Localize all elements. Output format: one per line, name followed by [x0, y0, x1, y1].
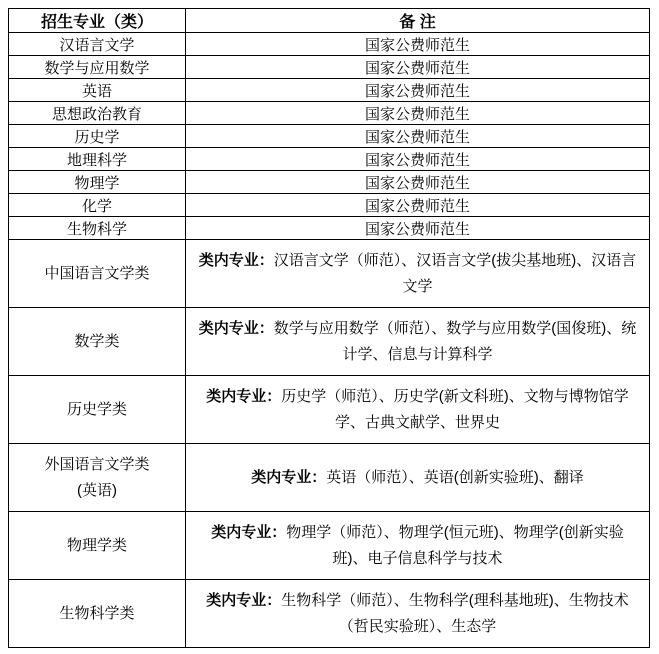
remark-majors-list: 汉语言文学（师范）、汉语言文学(拔尖基地班)、汉语言文学	[273, 251, 637, 295]
remark-label: 类内专业：	[198, 319, 274, 337]
remark-cell: 国家公费师范生	[186, 56, 650, 79]
table-row	[9, 33, 650, 56]
major-cell: 化学	[9, 194, 186, 217]
table-row-group	[9, 376, 650, 444]
remark-cell: 国家公费师范生	[186, 194, 650, 217]
major-cell	[9, 444, 186, 512]
table-row	[9, 102, 650, 125]
remark-label: 类内专业：	[206, 387, 282, 405]
remark-cell: 国家公费师范生	[186, 33, 650, 56]
major-cell: 思想政治教育	[9, 102, 186, 125]
remark-cell: 国家公费师范生	[186, 148, 650, 171]
table-row	[9, 125, 650, 148]
major-name: 数学类	[74, 332, 120, 350]
table-row-group	[9, 580, 650, 648]
remark-majors-list: 英语（师范）、英语(创新实验班)、翻译	[326, 468, 584, 486]
table-header-row	[9, 9, 650, 33]
table-row-group	[9, 444, 650, 512]
table-row-group	[9, 308, 650, 376]
major-name: 物理学类	[66, 536, 127, 554]
major-cell	[9, 580, 186, 648]
remark-cell	[186, 376, 650, 444]
remark-majors-list: 数学与应用数学（师范）、数学与应用数学(国俊班)、统计学、信息与计算科学	[273, 319, 637, 363]
remark-majors-list: 历史学（师范）、历史学(新文科班)、文物与博物馆学学、古典文献学、世界史	[281, 387, 629, 431]
remark-cell	[186, 512, 650, 580]
major-cell: 汉语言文学	[9, 33, 186, 56]
remark-cell	[186, 240, 650, 308]
major-cell: 生物科学	[9, 217, 186, 240]
table-row	[9, 79, 650, 102]
major-name: 历史学类	[66, 400, 127, 418]
remark-cell: 国家公费师范生	[186, 102, 650, 125]
major-cell	[9, 308, 186, 376]
major-cell: 物理学	[9, 171, 186, 194]
column-header-remark: 备 注	[186, 9, 650, 33]
admission-majors-table	[8, 8, 650, 648]
remark-cell: 国家公费师范生	[186, 217, 650, 240]
major-cell: 数学与应用数学	[9, 56, 186, 79]
table-row	[9, 148, 650, 171]
major-cell: 英语	[9, 79, 186, 102]
remark-majors-list: 物理学（师范）、物理学(恒元班)、物理学(创新实验班)、电子信息科学与技术	[286, 523, 624, 567]
table-row	[9, 194, 650, 217]
remark-label: 类内专业：	[211, 523, 287, 541]
major-name-line2: (英语)	[77, 481, 117, 499]
major-name: 外国语言文学类	[44, 455, 150, 473]
major-cell: 历史学	[9, 125, 186, 148]
column-header-major: 招生专业（类）	[9, 9, 186, 33]
remark-cell	[186, 308, 650, 376]
remark-cell: 国家公费师范生	[186, 171, 650, 194]
table-row-group	[9, 512, 650, 580]
table-row	[9, 56, 650, 79]
major-name: 中国语言文学类	[44, 264, 150, 282]
remark-cell	[186, 444, 650, 512]
remark-label: 类内专业：	[198, 251, 274, 269]
table-row	[9, 217, 650, 240]
remark-label: 类内专业：	[251, 468, 327, 486]
major-name: 生物科学类	[59, 604, 135, 622]
remark-cell: 国家公费师范生	[186, 79, 650, 102]
major-cell	[9, 376, 186, 444]
remark-cell	[186, 580, 650, 648]
major-cell	[9, 512, 186, 580]
major-cell: 地理科学	[9, 148, 186, 171]
table-row-group	[9, 240, 650, 308]
major-cell	[9, 240, 186, 308]
table-row	[9, 171, 650, 194]
admission-majors-table-container	[8, 8, 650, 648]
remark-label: 类内专业：	[206, 591, 282, 609]
remark-majors-list: 生物科学（师范）、生物科学(理科基地班)、生物技术（哲民实验班）、生态学	[281, 591, 629, 635]
remark-cell: 国家公费师范生	[186, 125, 650, 148]
